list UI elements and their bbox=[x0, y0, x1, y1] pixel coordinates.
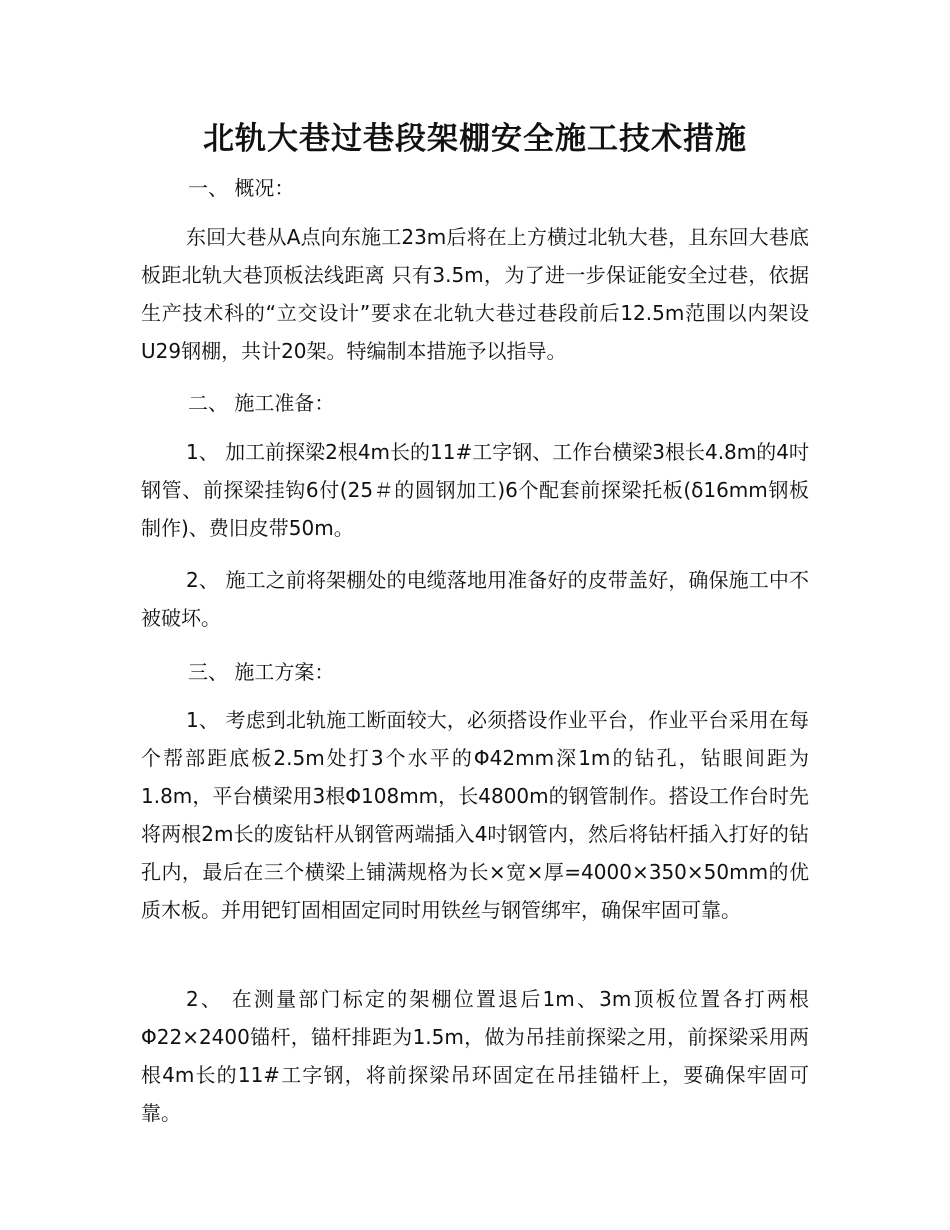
paragraph-preparation-1: 1、 加工前探梁2根4m长的11#工字钢、工作台横梁3根长4.8m的4吋钢管、前探梁挂钩6付(25＃的圆钢加工)6个配套前探梁托板(δ16mm钢板制作)、费旧皮带50m。 bbox=[141, 440, 809, 540]
paragraph-overview: 东回大巷从A点向东施工23m后将在上方横过北轨大巷，且东回大巷底板距北轨大巷顶板法线距离 只有3.5m，为了进一步保证能安全过巷，依据生产技术科的“立交设计”要求在北轨大巷过巷段前后12.5m范围以内架设U29钢棚，共计20架。特编制本措施予以指导。 bbox=[141, 225, 809, 363]
paragraph-preparation-2: 2、 施工之前将架棚处的电缆落地用准备好的皮带盖好，确保施工中不被破坏。 bbox=[141, 568, 809, 630]
paragraph-plan-2: 2、 在测量部门标定的架棚位置退后1m、3m顶板位置各打两根Φ22×2400锚杆，锚杆排距为1.5m，做为吊挂前探梁之用，前探梁采用两根4m长的11#工字钢，将前探梁吊环固定在吊挂锚杆上，要确保牢固可靠。 bbox=[141, 987, 809, 1125]
paragraph-plan-1: 1、 考虑到北轨施工断面较大，必须搭设作业平台，作业平台采用在每个帮部距底板2.5m处打3个水平的Φ42mm深1m的钻孔，钻眼间距为1.8m，平台横梁用3根Φ108mm，长4800m的钢管制作。搭设工作台时先将两根2m长的废钻杆从钢管两端插入4吋钢管内，然后将钻杆插入打好的钻孔内，最后在三个横梁上铺满规格为长×宽×厚=4000×350×50mm的优质木板。并用钯钉固相固定同时用铁丝与钢管绑牢，确保牢固可靠。 bbox=[141, 708, 809, 922]
section-heading-overview: 一、 概况： bbox=[188, 176, 295, 200]
section-heading-plan: 三、 施工方案： bbox=[188, 660, 335, 684]
document-title: 北轨大巷过巷段架棚安全施工技术措施 bbox=[203, 121, 747, 157]
section-heading-preparation: 二、 施工准备： bbox=[188, 391, 335, 415]
